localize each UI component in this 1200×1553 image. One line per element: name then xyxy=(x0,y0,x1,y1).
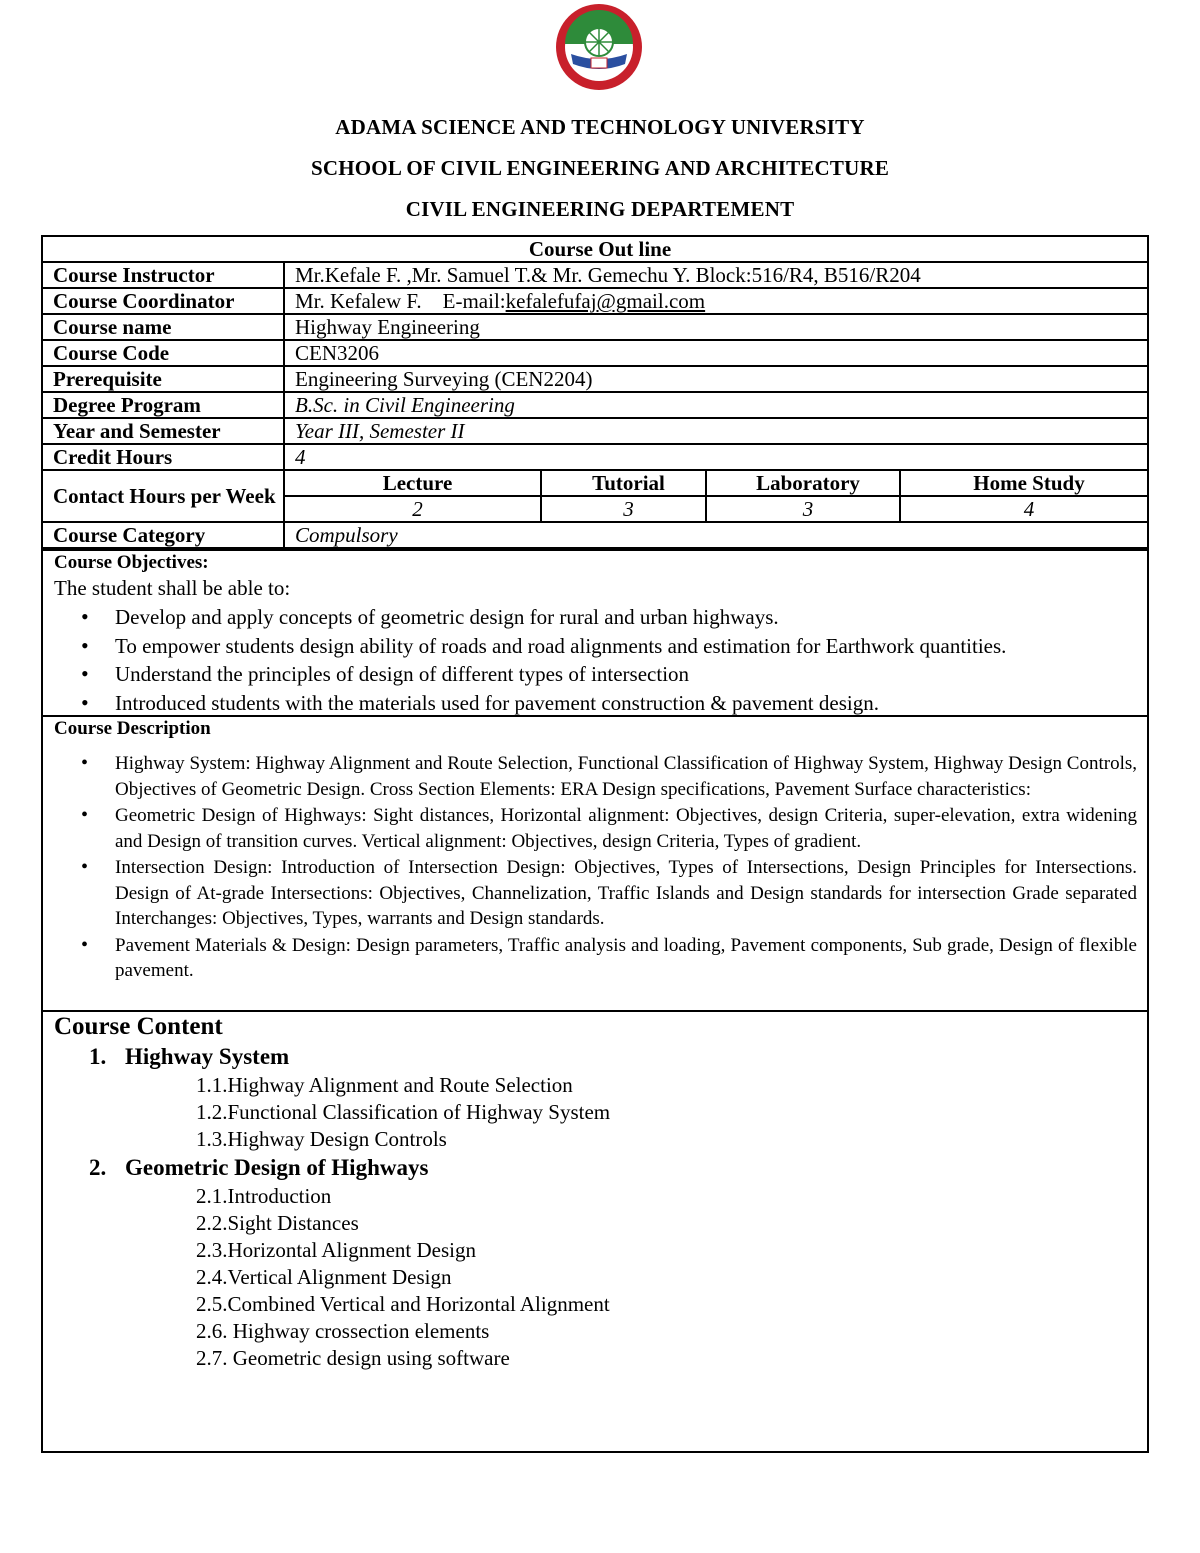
laboratory-hours: 3 xyxy=(706,496,900,522)
chapter-title: Geometric Design of Highways xyxy=(125,1155,429,1180)
coordinator-email-link[interactable]: kefalefufaj@gmail.com xyxy=(505,289,706,313)
course-info-table xyxy=(43,237,1147,549)
category-value: Compulsory xyxy=(284,522,1147,548)
email-prefix: E-mail: xyxy=(442,289,506,313)
list-item: • Understand the principles of design of different types of intersection xyxy=(115,660,1137,689)
coordinator-value xyxy=(284,288,1147,314)
lecture-hours: 2 xyxy=(284,496,541,522)
table-row xyxy=(43,314,1147,340)
content-title: Course Content xyxy=(54,1013,223,1040)
degree-value: B.Sc. in Civil Engineering xyxy=(284,392,1147,418)
table-row xyxy=(43,340,1147,366)
year-semester-label: Year and Semester xyxy=(43,418,284,444)
course-name-label: Course name xyxy=(43,314,284,340)
chapter-heading xyxy=(54,1042,1137,1072)
prerequisite-value: Engineering Surveying (CEN2204) xyxy=(284,366,1147,392)
table-row xyxy=(43,418,1147,444)
list-item: 2.6. Highway crossection elements xyxy=(196,1319,490,1343)
table-row xyxy=(43,392,1147,418)
laboratory-header: Laboratory xyxy=(706,470,900,496)
department-name: CIVIL ENGINEERING DEPARTEMENT xyxy=(405,197,795,221)
credit-hours-value: 4 xyxy=(284,444,1147,470)
list-item: 1.1.Highway Alignment and Route Selection xyxy=(196,1073,573,1097)
objectives-section xyxy=(43,549,1147,715)
list-item: • Highway System: Highway Alignment and Route Selection, Functional Classification of Highway System, Highway Design Controls, Objectives of Geometric Design. Cross Section Elements: ERA Design specifications, Pavement Surface characteristics: xyxy=(115,751,1137,802)
description-list xyxy=(54,751,1137,984)
list-item: 2.5.Combined Vertical and Horizontal Alignment xyxy=(196,1292,610,1316)
objectives-title: Course Objectives: xyxy=(54,552,209,573)
home-study-hours: 4 xyxy=(900,496,1147,522)
course-code-value: CEN3206 xyxy=(284,340,1147,366)
list-item: 2.3.Horizontal Alignment Design xyxy=(196,1238,476,1262)
table-row xyxy=(43,470,1147,496)
year-semester-value: Year III, Semester II xyxy=(284,418,1147,444)
table-row xyxy=(43,444,1147,470)
objectives-intro: The student shall be able to: xyxy=(54,576,291,600)
outline-title: Course Out line xyxy=(43,237,1147,262)
list-item: 2.2.Sight Distances xyxy=(196,1211,359,1235)
table-row xyxy=(43,522,1147,548)
university-seal-logo xyxy=(553,2,645,92)
coordinator-name: Mr. Kefalew F. xyxy=(295,289,422,313)
list-item: • Geometric Design of Highways: Sight distances, Horizontal alignment: Objectives, design Criteria, super-elevation, extra widening and Design of transition curves. Vertical alignment: Objectives, design Criteria, Types of gradient. xyxy=(115,803,1137,854)
list-item: 1.2.Functional Classification of Highway System xyxy=(196,1100,611,1124)
category-label: Course Category xyxy=(43,522,284,548)
instructor-label: Course Instructor xyxy=(43,262,284,288)
university-name: ADAMA SCIENCE AND TECHNOLOGY UNIVERSITY xyxy=(335,115,865,139)
table-row xyxy=(43,288,1147,314)
list-item: 1.3.Highway Design Controls xyxy=(196,1127,447,1151)
chapter-heading xyxy=(54,1153,1137,1183)
instructor-value: Mr.Kefale F. ,Mr. Samuel T.& Mr. Gemechu Y. Block:516/R4, B516/R204 xyxy=(284,262,1147,288)
lecture-header: Lecture xyxy=(284,470,541,496)
objectives-list xyxy=(54,603,1137,717)
course-name-value: Highway Engineering xyxy=(284,314,1147,340)
list-item: • Intersection Design: Introduction of Intersection Design: Objectives, Types of Intersections, Design Principles for Intersections. Design of At-grade Intersections: Objectives, Channelization, Traffic Islands and Design standards for intersection Grade separated Interchanges: Objectives, Types, warrants and Design standards. xyxy=(115,855,1137,932)
list-item: 2.4.Vertical Alignment Design xyxy=(196,1265,452,1289)
description-section xyxy=(43,715,1147,1010)
list-item: • Pavement Materials & Design: Design parameters, Traffic analysis and loading, Pavement components, Sub grade, Design of flexible pavement. xyxy=(115,933,1137,984)
course-code-label: Course Code xyxy=(43,340,284,366)
prerequisite-label: Prerequisite xyxy=(43,366,284,392)
chapter-number: 2. xyxy=(89,1155,107,1180)
chapter-number: 1. xyxy=(89,1044,107,1069)
list-item: 2.1.Introduction xyxy=(196,1184,332,1208)
description-title: Course Description xyxy=(54,718,211,739)
school-name: SCHOOL OF CIVIL ENGINEERING AND ARCHITECTURE xyxy=(310,156,890,180)
tutorial-header: Tutorial xyxy=(541,470,706,496)
list-item: 2.7. Geometric design using software xyxy=(196,1346,510,1370)
chapter-title: Highway System xyxy=(125,1044,290,1069)
list-item: • To empower students design ability of roads and road alignments and estimation for Earthwork quantities. xyxy=(115,632,1137,661)
course-outline-frame xyxy=(41,235,1149,1453)
degree-label: Degree Program xyxy=(43,392,284,418)
contact-hours-label: Contact Hours per Week xyxy=(43,470,284,522)
credit-hours-label: Credit Hours xyxy=(43,444,284,470)
list-item: • Develop and apply concepts of geometric design for rural and urban highways. xyxy=(115,603,1137,632)
table-row xyxy=(43,262,1147,288)
home-study-header: Home Study xyxy=(900,470,1147,496)
coordinator-label: Course Coordinator xyxy=(43,288,284,314)
content-section xyxy=(43,1010,1147,1372)
table-row xyxy=(43,366,1147,392)
list-item: • Introduced students with the materials used for pavement construction & pavement design. xyxy=(115,689,1137,718)
tutorial-hours: 3 xyxy=(541,496,706,522)
